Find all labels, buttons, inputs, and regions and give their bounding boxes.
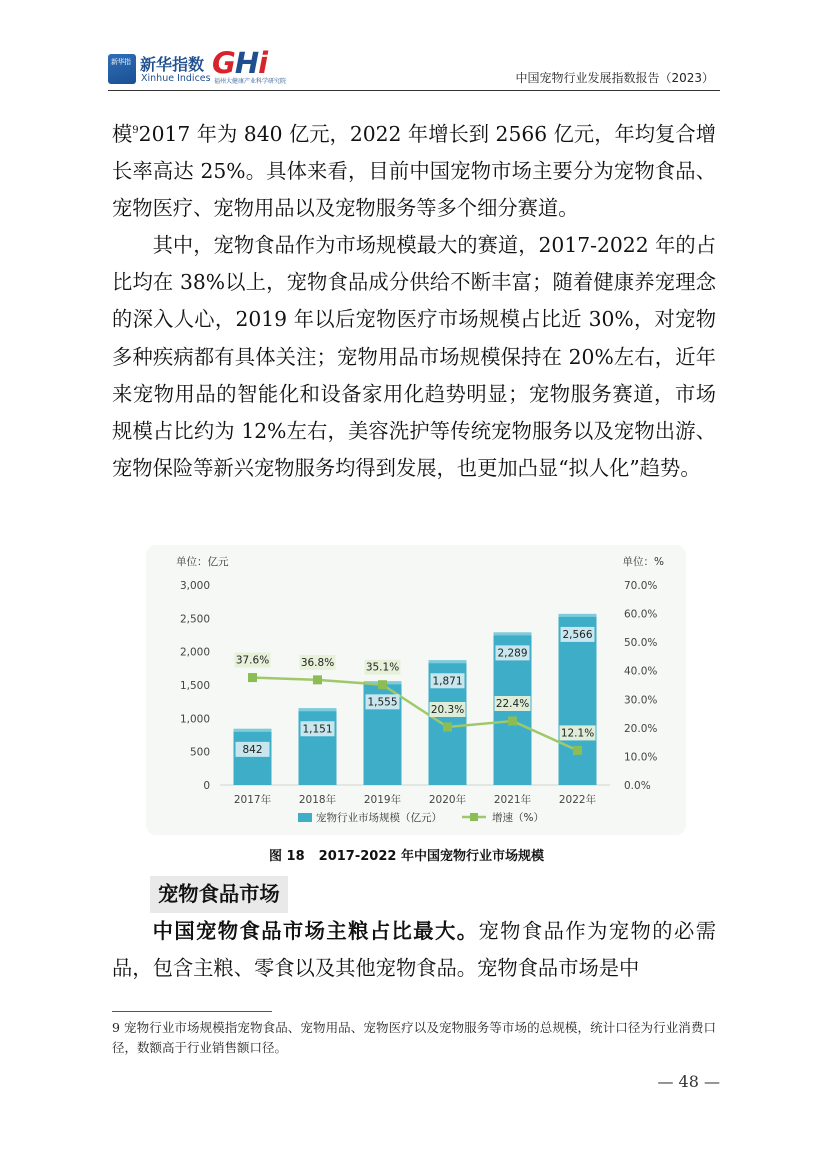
legend-bar-label: 宠物行业市场规模（亿元） <box>316 812 442 824</box>
bar-value-label: 2,566 <box>562 628 593 641</box>
right-tick-label: 40.0% <box>624 665 658 678</box>
bar-cap <box>234 729 272 732</box>
x-tick-label: 2020年 <box>428 794 467 806</box>
right-tick-label: 10.0% <box>624 751 658 764</box>
bar-value-label: 1,871 <box>432 675 463 688</box>
bar-value-label: 1,151 <box>302 723 333 736</box>
paragraph-3-lead: 中国宠物食品市场主粮占比最大。 <box>152 919 479 943</box>
left-tick-label: 2,000 <box>179 646 210 659</box>
paragraph-3: 中国宠物食品市场主粮占比最大。宠物食品作为宠物的必需品，包含主粮、零食以及其他宠物食品。宠物食品市场是中 <box>112 919 716 981</box>
legend-line-marker <box>470 813 478 821</box>
left-tick-label: 1,000 <box>179 713 210 726</box>
growth-point <box>248 673 257 682</box>
ghi-logo <box>212 46 308 86</box>
growth-point <box>378 680 387 689</box>
ghi-logo-letters: GHi <box>212 46 268 80</box>
page-header <box>108 46 720 92</box>
figure-caption-text: 2017-2022 年中国宠物行业市场规模 <box>318 849 544 864</box>
x-tick-label: 2021年 <box>493 794 532 806</box>
left-tick-label: 2,500 <box>179 613 210 626</box>
ghi-logo-subtext: 福州大健康产业科学研究院 <box>214 78 287 85</box>
left-tick-label: 0 <box>203 780 210 792</box>
growth-point <box>573 746 582 755</box>
bar-value-label: 842 <box>242 743 263 756</box>
bar-value-label: 1,555 <box>367 696 398 709</box>
x-tick-label: 2019年 <box>363 794 402 806</box>
growth-value-label: 12.1% <box>560 727 595 740</box>
left-tick-label: 1,500 <box>179 680 210 692</box>
growth-value-label: 22.4% <box>495 698 530 710</box>
right-tick-label: 20.0% <box>624 722 658 735</box>
right-tick-label: 50.0% <box>624 637 658 650</box>
x-tick-label: 2022年 <box>558 794 597 806</box>
growth-point <box>443 723 452 732</box>
growth-point <box>313 675 322 684</box>
paragraph-1: 模$^9$2017 年为 840 亿元，2022 年增长到 2566 亿元，年均复合增长率高达 25%。具体来看，目前中国宠物市场主要分为宠物食品、宠物医疗、宠物用品以及宠物服务等多个细分赛道。 <box>112 122 716 221</box>
report-title: 中国宠物行业发展指数报告（2023） <box>515 71 714 85</box>
left-axis-unit: 单位：亿元 <box>176 556 229 568</box>
xinhua-logo-text: 新华指数 <box>140 55 205 74</box>
xinhua-logo-mark: 新华指 <box>108 54 136 84</box>
legend-line-label: 增速（%） <box>492 812 544 824</box>
xinhua-logo-subtext: Xinhue Indices <box>141 73 211 84</box>
x-tick-label: 2017年 <box>233 794 272 806</box>
figure-number: 图 18 <box>269 849 305 864</box>
bar-cap <box>299 708 337 711</box>
figure-caption <box>0 845 827 864</box>
right-axis-unit: 单位：% <box>622 556 664 568</box>
bar-cap <box>429 660 467 663</box>
growth-point <box>508 717 517 726</box>
growth-value-label: 20.3% <box>430 704 465 716</box>
chart-svg <box>146 545 686 835</box>
x-tick-label: 2018年 <box>298 794 337 806</box>
bar <box>234 729 272 785</box>
page-number: — 48 — <box>657 1072 720 1091</box>
footnote-divider <box>112 1011 272 1012</box>
right-tick-label: 70.0% <box>624 580 658 592</box>
growth-value-label: 35.1% <box>365 661 400 674</box>
footnote-ref[interactable]: 9 <box>132 125 139 137</box>
bar-cap <box>559 614 597 617</box>
market-size-chart <box>146 545 686 835</box>
left-tick-label: 500 <box>189 746 210 759</box>
header-divider <box>108 90 720 91</box>
footnote-9: 9 宠物行业市场规模指宠物食品、宠物用品、宠物医疗以及宠物服务等市场的总规模，统计口径为行业消费口径，数额高于行业销售额口径。 <box>112 1020 716 1055</box>
growth-value-label: 36.8% <box>300 656 335 669</box>
section-heading: 宠物食品市场 <box>150 876 288 913</box>
right-tick-label: 60.0% <box>624 608 658 621</box>
paragraph-2: 其中，宠物食品作为市场规模最大的赛道，2017-2022 年的占比均在 38%以上，宠物食品成分供给不断丰富；随着健康养宠理念的深入人心，2019 年以后宠物医疗市场规模占比近 30%，对宠物多种疾病都有具体关注；宠物用品市场规模保持在 20%左右，近年来宠物用品的智能化和设备家用化趋势明显；宠物服务赛道，市场规模占比约为 12%左右，美容洗护等传统宠物服务以及宠物出游、宠物保险等新兴宠物服务均得到发展，也更加凸显“拟人化”趋势。 <box>112 233 716 481</box>
legend-bar-swatch <box>298 813 312 822</box>
growth-value-label: 37.6% <box>235 654 270 667</box>
left-tick-label: 3,000 <box>179 580 210 592</box>
right-tick-label: 0.0% <box>624 780 651 792</box>
bar-cap <box>494 632 532 635</box>
xinhua-indices-logo <box>108 52 211 86</box>
bar-value-label: 2,289 <box>497 647 528 660</box>
right-tick-label: 30.0% <box>624 694 658 707</box>
bar <box>299 708 337 785</box>
